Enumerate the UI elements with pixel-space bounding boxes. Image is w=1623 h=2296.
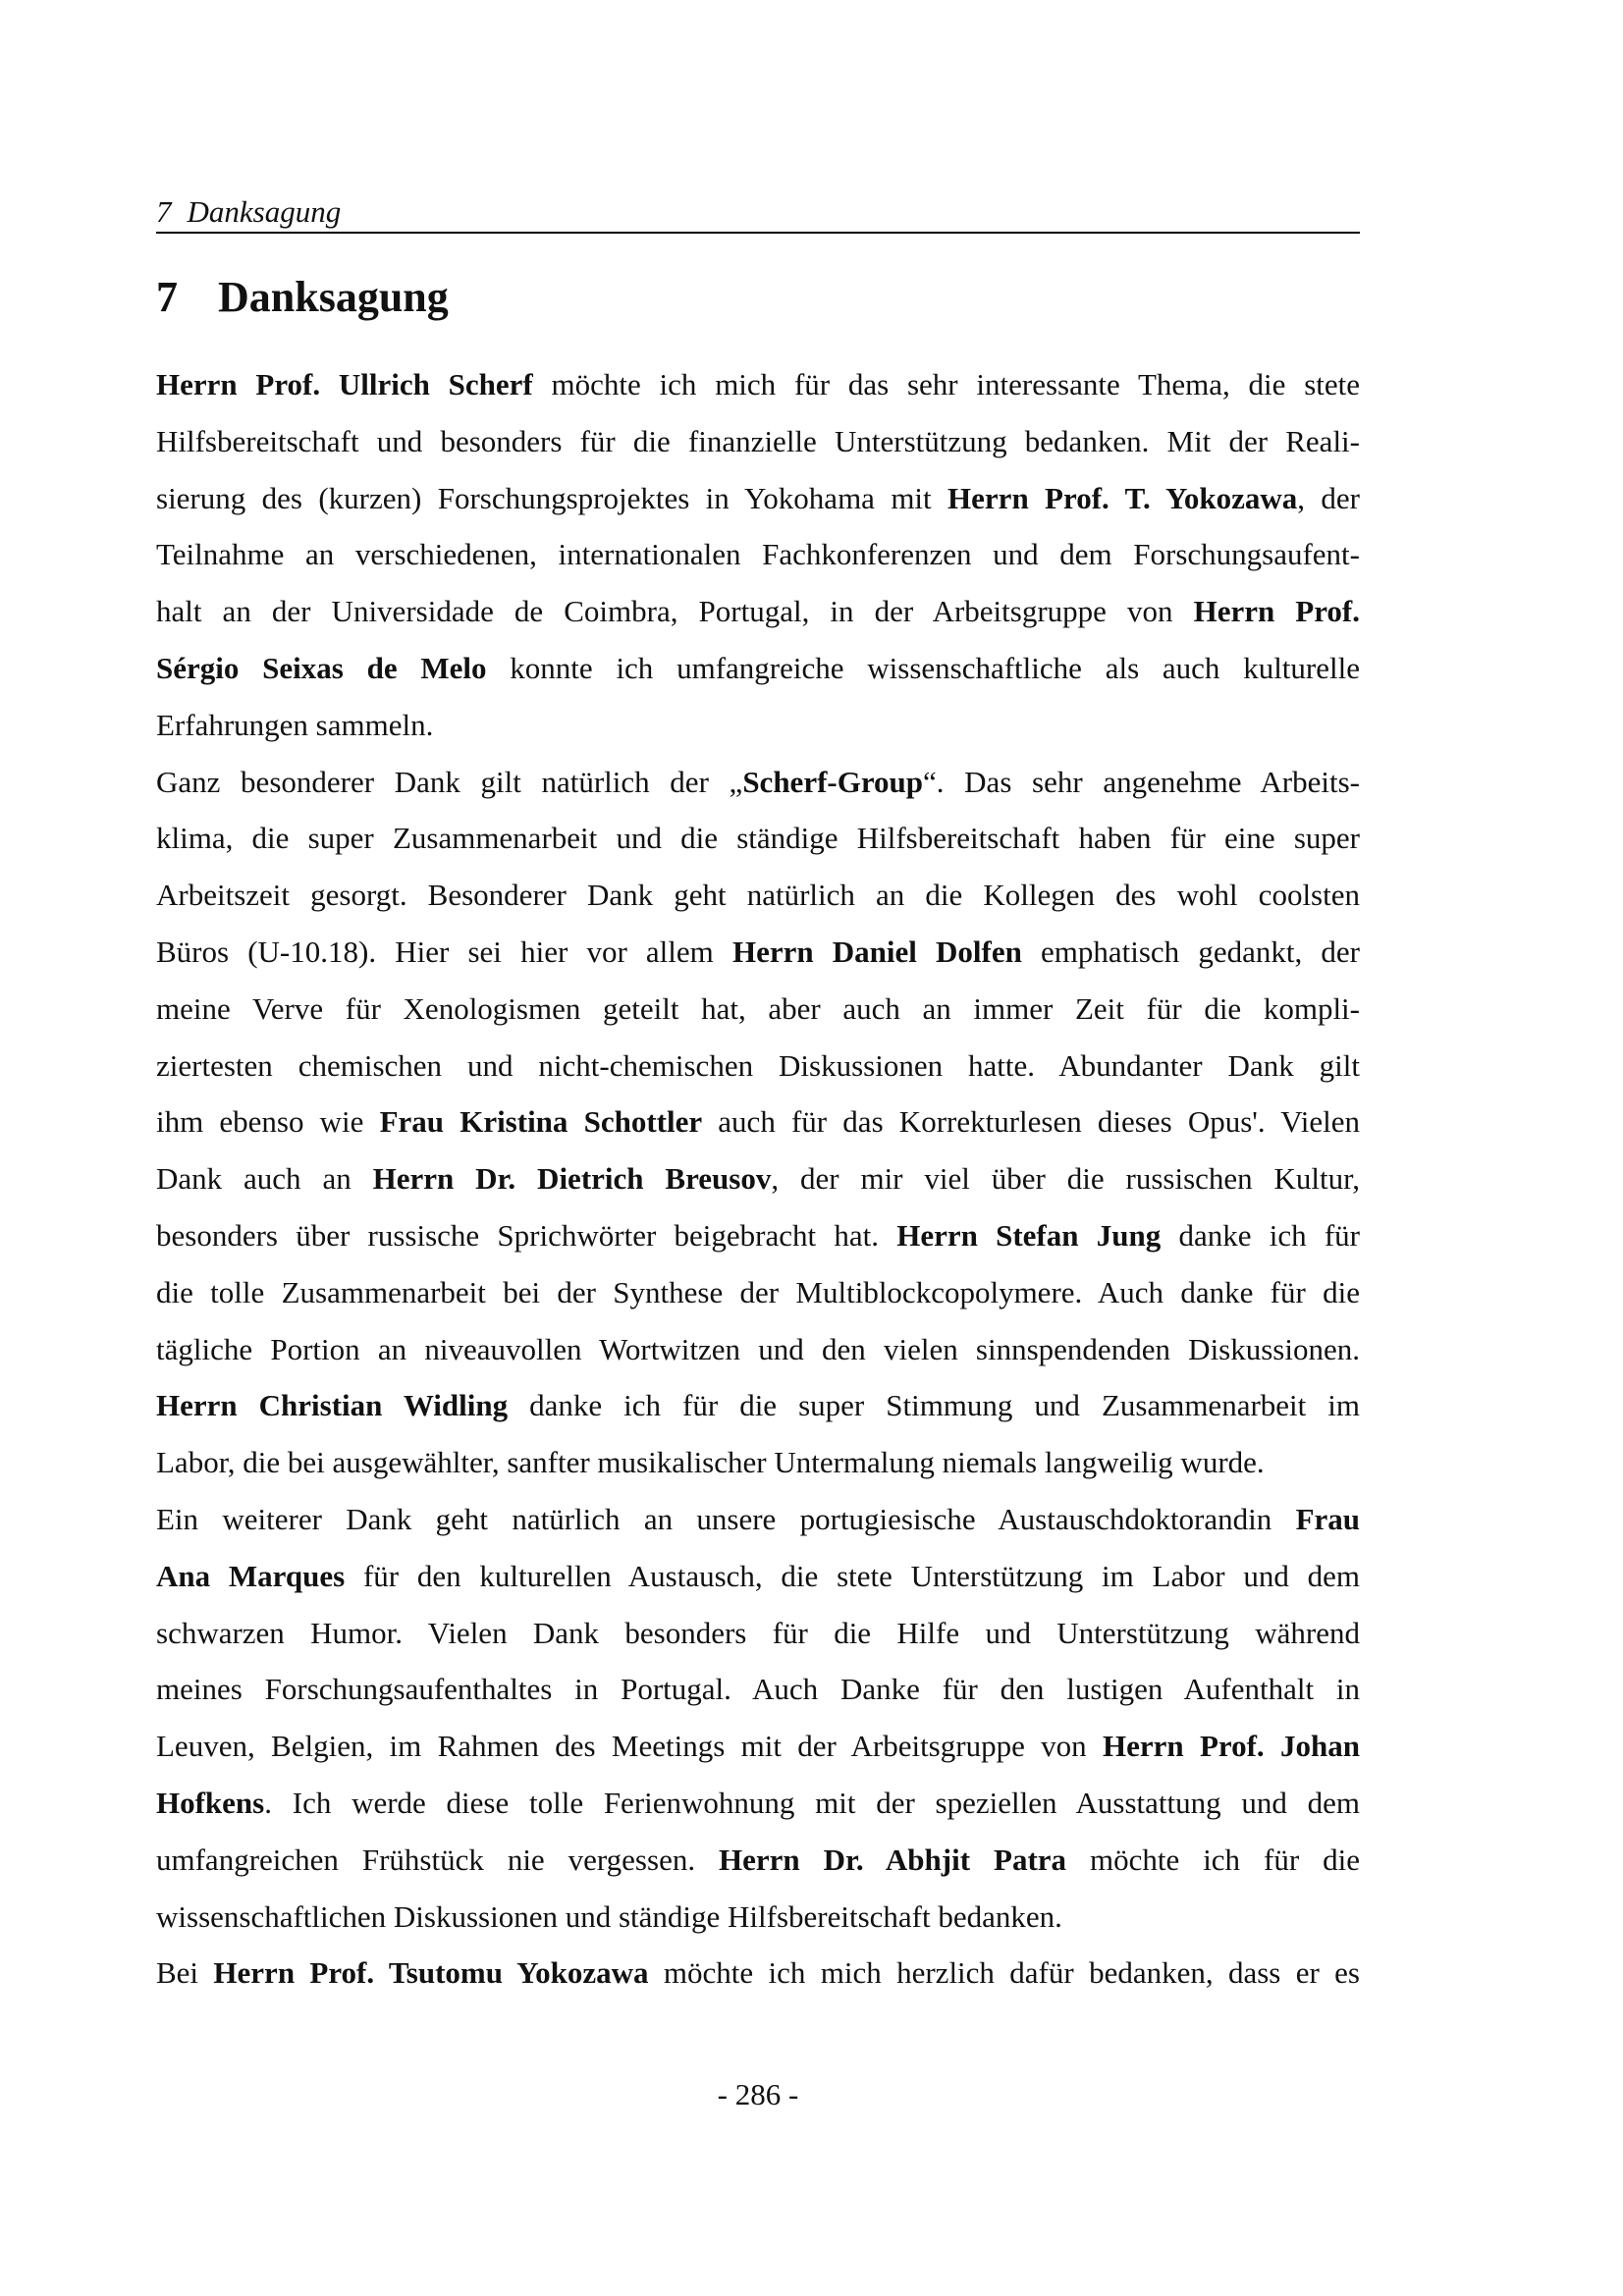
text-span: Labor, die bei ausgewählter, sanfter musikalischer Untermalung niemals langweilig wurde. xyxy=(156,1445,1265,1480)
text-span: Leuven, Belgien, im Rahmen des Meetings mit der Arbeitsgruppe von xyxy=(156,1729,1103,1764)
text-span: ziertesten chemischen und nicht-chemischen Diskussionen hatte. Abundanter Dank gilt xyxy=(156,1047,1360,1083)
chapter-heading-number: 7 xyxy=(156,273,178,321)
running-header-chapter-number: 7 xyxy=(156,194,172,229)
text-line xyxy=(156,1159,1360,1216)
text-line xyxy=(156,876,1360,933)
text-line xyxy=(156,592,1360,649)
name-emphasis: Hofkens xyxy=(156,1785,265,1820)
text-line xyxy=(156,1897,1360,1954)
name-emphasis: Frau xyxy=(1295,1501,1360,1536)
text-line xyxy=(156,706,1360,763)
text-span: ihm ebenso wie xyxy=(156,1104,380,1140)
text-span: möchte ich für die xyxy=(1066,1842,1360,1877)
text-span: Ganz besonderer Dank gilt natürlich der „ xyxy=(156,764,743,799)
text-span: danke ich für xyxy=(1161,1217,1361,1253)
text-line xyxy=(156,1500,1360,1557)
text-span: sierung des (kurzen) Forschungsprojektes in Yokohama mit xyxy=(156,480,948,515)
text-span: emphatisch gedankt, der xyxy=(1021,934,1360,969)
text-line xyxy=(156,1273,1360,1330)
name-emphasis: Frau Kristina Schottler xyxy=(379,1104,703,1140)
running-header xyxy=(156,192,1360,234)
text-line xyxy=(156,1216,1360,1273)
text-span: konnte ich umfangreiche wissenschaftliche als auch kulturelle xyxy=(486,650,1360,685)
chapter-heading-title: Danksagung xyxy=(218,273,449,321)
text-span: wissenschaftlichen Diskussionen und ständige Hilfsbereitschaft bedanken. xyxy=(156,1898,1062,1934)
text-span: möchte ich mich herzlich dafür bedanken, dass er es xyxy=(648,1955,1360,1991)
acknowledgements-body xyxy=(156,365,1360,2010)
text-span: umfangreichen Frühstück nie vergessen. xyxy=(156,1842,720,1877)
text-line xyxy=(156,933,1360,989)
text-span: Arbeitszeit gesorgt. Besonderer Dank geht natürlich an die Kollegen des wohl coolsten xyxy=(156,878,1360,913)
name-emphasis: Herrn Dr. Abhjit Patra xyxy=(719,1842,1067,1877)
text-line xyxy=(156,989,1360,1046)
text-line xyxy=(156,1557,1360,1614)
text-span: Ein weiterer Dank geht natürlich an unsere portugiesische Austauschdoktorandin xyxy=(156,1501,1296,1536)
text-line xyxy=(156,1953,1360,2010)
text-line xyxy=(156,763,1360,820)
name-emphasis: Herrn Christian Widling xyxy=(156,1388,509,1423)
text-span: danke ich für die super Stimmung und Zusammenarbeit im xyxy=(508,1388,1360,1423)
text-line xyxy=(156,535,1360,592)
name-emphasis: Ana Marques xyxy=(156,1558,346,1593)
text-line xyxy=(156,819,1360,876)
text-line xyxy=(156,1670,1360,1727)
text-span: Hilfsbereitschaft und besonders für die finanzielle Unterstützung bedanken. Mit der Reali- xyxy=(156,423,1360,458)
text-line xyxy=(156,1841,1360,1897)
text-span: meine Verve für Xenologismen geteilt hat, aber auch an immer Zeit für die kompli- xyxy=(156,990,1360,1026)
text-line xyxy=(156,1784,1360,1841)
text-span: “. Das sehr angenehme Arbeits- xyxy=(923,764,1361,799)
name-emphasis: Herrn Prof. Johan xyxy=(1103,1729,1360,1764)
chapter-heading xyxy=(156,268,449,327)
text-line xyxy=(156,1443,1360,1500)
text-line xyxy=(156,649,1360,706)
name-emphasis: Herrn Prof. Tsutomu Yokozawa xyxy=(213,1955,649,1991)
text-span: möchte ich mich für das sehr interessante Thema, die stete xyxy=(532,367,1360,401)
text-span: meines Forschungsaufenthaltes in Portugal. Auch Danke für den lustigen Aufenthalt in xyxy=(156,1672,1360,1707)
text-span: Dank auch an xyxy=(156,1161,373,1197)
text-line xyxy=(156,1102,1360,1159)
text-span: auch für das Korrekturlesen dieses Opus'. Vielen xyxy=(702,1104,1360,1140)
text-span: tägliche Portion an niveauvollen Wortwitzen und den vielen sinnspendenden Diskussionen. xyxy=(156,1331,1360,1366)
text-span: , der xyxy=(1297,480,1361,515)
text-span: für den kulturellen Austausch, die stete Unterstützung im Labor und dem xyxy=(345,1558,1360,1593)
text-line xyxy=(156,422,1360,479)
text-span: schwarzen Humor. Vielen Dank besonders für die Hilfe und Unterstützung während xyxy=(156,1615,1360,1650)
text-span: Erfahrungen sammeln. xyxy=(156,707,434,742)
text-span: Büros (U-10.18). Hier sei hier vor allem xyxy=(156,934,732,969)
text-span: , der mir viel über die russischen Kultur, xyxy=(771,1161,1360,1197)
name-emphasis: Sérgio Seixas de Melo xyxy=(156,650,487,685)
text-line xyxy=(156,1727,1360,1784)
running-header-chapter-title: Danksagung xyxy=(187,194,342,229)
name-emphasis: Herrn Prof. xyxy=(1193,594,1360,629)
text-line xyxy=(156,365,1360,422)
text-span: die tolle Zusammenarbeit bei der Synthese der Multiblockcopolymere. Auch danke für die xyxy=(156,1274,1360,1309)
text-span: besonders über russische Sprichwörter beigebracht hat. xyxy=(156,1217,897,1253)
name-emphasis: Herrn Prof. T. Yokozawa xyxy=(947,480,1298,515)
name-emphasis: Herrn Stefan Jung xyxy=(896,1217,1162,1253)
page-number: - 286 - xyxy=(717,2077,799,2111)
name-emphasis: Scherf-Group xyxy=(742,764,924,799)
text-line xyxy=(156,1046,1360,1103)
text-line xyxy=(156,1330,1360,1387)
text-line xyxy=(156,1386,1360,1443)
text-span: klima, die super Zusammenarbeit und die ständige Hilfsbereitschaft haben für eine super xyxy=(156,821,1360,856)
text-line xyxy=(156,479,1360,536)
text-span: Bei xyxy=(156,1955,214,1991)
text-span: Teilnahme an verschiedenen, internationalen Fachkonferenzen und dem Forschungsaufent- xyxy=(156,537,1360,572)
text-span: halt an der Universidade de Coimbra, Portugal, in der Arbeitsgruppe von xyxy=(156,594,1194,629)
name-emphasis: Herrn Prof. Ullrich Scherf xyxy=(156,367,533,401)
name-emphasis: Herrn Dr. Dietrich Breusov xyxy=(372,1161,772,1197)
text-line xyxy=(156,1614,1360,1671)
text-span: . Ich werde diese tolle Ferienwohnung mit der speziellen Ausstattung und dem xyxy=(264,1785,1360,1820)
name-emphasis: Herrn Daniel Dolfen xyxy=(731,934,1022,969)
